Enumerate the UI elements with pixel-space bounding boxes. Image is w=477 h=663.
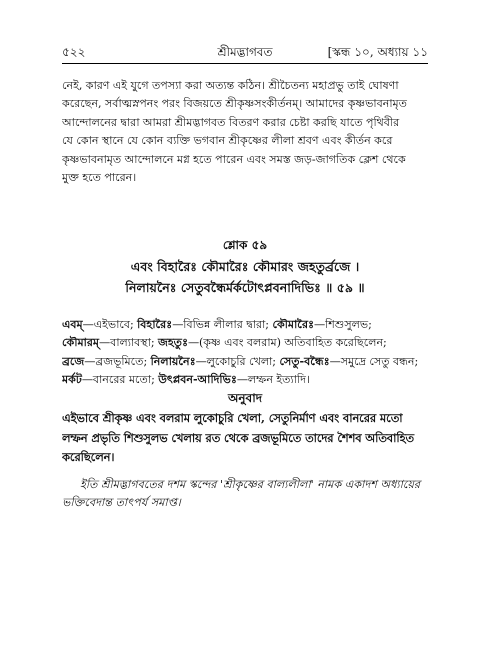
synonyms-block	[62, 315, 432, 389]
purport-line: আন্দোলনের দ্বারা আমরা শ্রীমদ্ভাগবত বিতরণ করার চেষ্টা করছি যাতে পৃথিবীর	[62, 115, 400, 129]
book-title: শ্রীমদ্ভাগবত	[217, 45, 273, 59]
synonyms-line	[62, 333, 432, 351]
verse-text	[62, 256, 428, 298]
translation-line: এইভাবে শ্রীকৃষ্ণ এবং বলরাম লুকোচুরি খেলা, সেতুনির্মাণ এবং বানরের মতো	[62, 411, 403, 425]
synonym-word: উৎপ্লবন-আদিভিঃ	[158, 372, 237, 387]
synonyms-line	[62, 315, 432, 333]
synonyms-line	[62, 352, 432, 370]
translation-line: করেছিলেন।	[62, 450, 115, 464]
page-number: ৫২২	[62, 45, 86, 59]
purport-paragraph	[62, 77, 432, 187]
synonym-meaning: —(কৃষ্ণ এবং বলরাম) অতিবাহিত করেছিলেন;	[187, 336, 387, 350]
synonyms-line	[62, 370, 432, 388]
synonym-word: ব্রজে	[62, 353, 85, 368]
synonym-word: মর্কট	[62, 372, 82, 387]
running-header	[62, 44, 428, 60]
translation-paragraph	[62, 409, 432, 468]
chapter-colophon	[62, 476, 432, 513]
synonym-meaning: —শিশুসুলভ;	[313, 318, 372, 331]
synonym-meaning: —বিভিন্ন লীলার দ্বারা;	[172, 318, 273, 331]
colophon-line: ভক্তিবেদান্ত তাৎপর্য সমাপ্ত।	[62, 496, 181, 510]
purport-line: যে কোন স্থানে যে কোন ব্যক্তি ভগবান শ্রীকৃষ্ণের লীলা শ্রবণ এবং কীর্তন করে	[62, 134, 393, 148]
colophon-line: ইতি শ্রীমদ্ভাগবতের দশম স্কন্দের 'শ্রীকৃষ্ণের বাল্যলীলা' নামক একাদশ অধ্যায়ের	[80, 478, 421, 491]
synonym-meaning: —সমুদ্রে সেতু বন্ধন;	[329, 354, 419, 368]
verse-line: নিলায়নৈঃ সেতুবন্ধৈর্মর্কটোৎপ্লবনাদিভিঃ ॥ ৫৯ ॥	[125, 280, 365, 295]
synonym-meaning: —এইভাবে;	[82, 318, 138, 331]
synonym-meaning: —বানরের মতো;	[81, 373, 159, 387]
translation-line: লম্ফন প্রভৃতি শিশুসুলভ খেলায় রত থেকে ব্রজভূমিতে তাদের শৈশব অতিবাহিত	[62, 430, 414, 445]
synonym-word: কৌমারৈঃ	[272, 317, 314, 331]
synonym-word: এবম্	[62, 317, 83, 331]
chapter-reference: [স্কন্ধ ১০, অধ্যায় ১১	[327, 45, 428, 59]
synonym-word: নিলায়নৈঃ	[150, 353, 196, 368]
synonym-word: বিহারৈঃ	[137, 317, 173, 331]
purport-line: মুক্ত হতে পারেন।	[62, 170, 137, 184]
synonym-word: সেতু-বন্ধৈঃ	[279, 353, 330, 368]
header-rule	[62, 63, 428, 64]
verse-line: এবং বিহারৈঃ কৌমারৈঃ কৌমারং জহতুর্ব্রজে ।	[130, 259, 360, 274]
purport-line: করেছেন, সর্বাত্মস্নপনং পরং বিজয়তে শ্রীকৃষ্ণসংকীর্তনম্। আমাদের কৃষ্ণভাবনামৃত	[62, 97, 407, 111]
synonym-meaning: —লুকোচুরি খেলা;	[195, 354, 280, 368]
synonym-meaning: —ব্রজভূমিতে;	[84, 354, 151, 368]
synonym-word: জহতুঃ	[157, 335, 188, 350]
purport-line: কৃষ্ণভাবনামৃত আন্দোলনে মগ্ন হতে পারেন এবং সমস্ত জড়-জাগতিক ক্লেশ থেকে	[62, 152, 406, 166]
purport-line: নেই, কারণ এই যুগে তপস্যা করা অত্যন্ত কঠিন। শ্রীচৈতন্য মহাপ্রভু তাই ঘোষণা	[62, 79, 399, 92]
synonym-meaning: —বাল্যাবস্থা;	[99, 336, 158, 350]
translation-title: অনুবাদ	[227, 391, 263, 405]
synonym-word: কৌমারম্	[62, 335, 99, 350]
synonym-meaning: —লম্ফন ইত্যাদি।	[236, 373, 310, 387]
verse-title: শ্লোক ৫৯	[222, 238, 268, 252]
